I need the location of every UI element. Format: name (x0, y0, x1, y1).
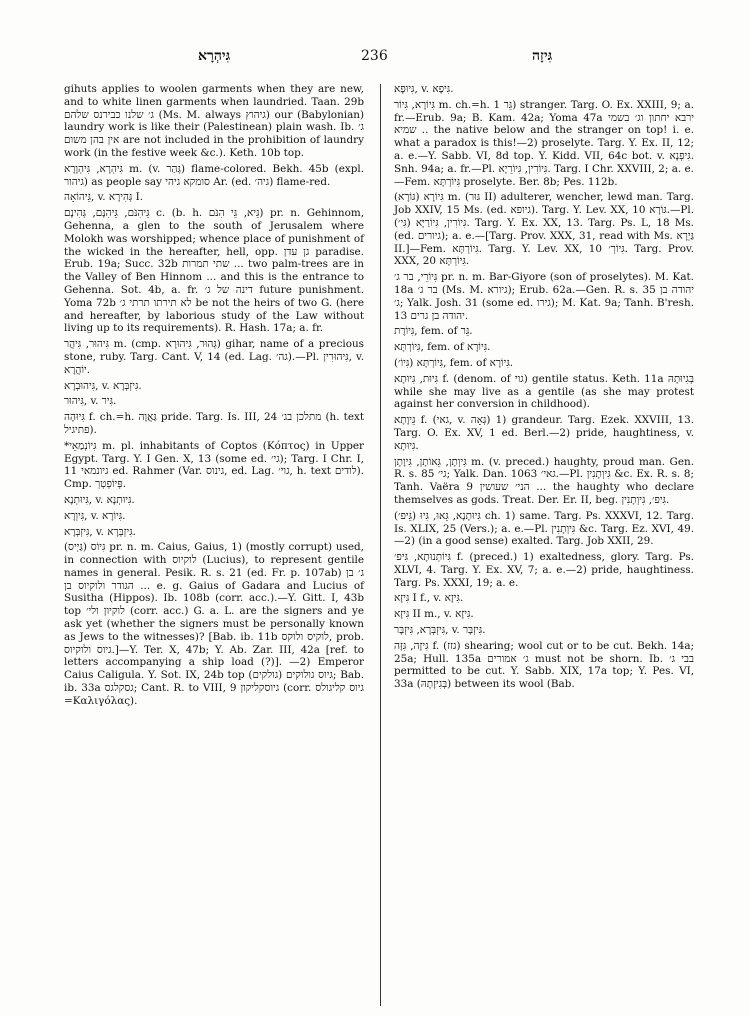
entry-giyoret: גִּיוֹרֶת, fem. of גֵּר. (394, 325, 473, 338)
entry-gehoah: גֵּיהוֹאָה, v. גְּהִירָא I. (64, 191, 144, 204)
entry-giyorta-2: גִּיוֹרְתָּא (גִּיוֹ׳), fem. of גִּיוֹרָא. (394, 356, 514, 369)
entry-giyonmai: *גִּיוֹנְמַאֵי m. pl. inhabitants of Coptos (Κόπτος) in Upper Egypt. Targ. Y. I Gen. X, 13 (some ed. גי׳); Targ. I Chr. I, 11 גיונמאי ed. Rahmer (Var. גינוס, ed. Lag. גוי׳, h. text לודים). Cmp. פְּיוֹפְטְרְ. (64, 439, 364, 491)
entry-giyora-adulterer: גִּיוֹרָא (גּוֹרָא) m. (גּוּר II) adulterer, wencher, lewd man. Targ. Job XXIV, 15 Ms. (ed. גיופא). Targ. Y. Lev. XX, 10 גּוֹרָא.—Pl. גִּיוֹרִין, גִּיוֹרַיָּא (גִּי׳). Targ. Y. Ex. XX, 13. Targ. Ps. L, 18 Ms. (ed. גיורים); a. e.—[Targ. Prov. XXX, 31, read with Ms. גַּיְרָא II.]—Fem. גִּיוֹרְתָּא. Targ. Y. Lev. XX, 10 גִּיוֹרְ׳. Targ. Prov. XXX, 20 גִּיוֹרְתָּא. (394, 191, 694, 268)
entry-givtan: גִּיוְתָן, גֵּאוֹתָן, גִּיוָתָן m. (v. preced.) haughty, proud man. Gen. R. s. 85 גי׳; Yalk. Dan. 1063 גאי׳.—Pl. גִּיוְתָנִין &c. Ex. R. s. 8; Tanh. Vaëra 9 הני׳ שעושין ... the haughty who declare themselves as gods. Treat. Der. Er. II, beg. גִּיפ׳, גִּיוְתָנִין. (394, 455, 694, 506)
entry-gizah: גִּיזָה, גִּזָּה f. (גזז) shearing; wool cut or to be cut. Bekh. 14a; 25a; Hull. 135a ג׳ אמורים must not be shorn. Ib. בבי ג׳ permitted to be cut. Y. Sabb. XIX, 17a top; Y. Pes. VI, 33a (בְּגִיזָתָהּ) between its wool (Bab. (394, 639, 695, 691)
entry-gihur-2: גִּיהוּר, v. גִּיר. (64, 395, 117, 408)
entry-continuation: gihuts applies to woolen garments when they are new, and to white linen garments when laundried. Taan. 29b ג׳ שלנו כבירנס שלהם (Ms. M. always גיהוץ) our (Babylonian) laundry work is like their (Palestinean) plain wash. Ib. ג׳ אין בהן משום are not included in the prohibition of laundry work (in the festive week &c.). Keth. 10b top. (64, 83, 365, 159)
left-column (64, 83, 364, 711)
entry-gihubra: גִּיהוּבְרָא, v. גִּיזְבְּרָא. (64, 379, 142, 392)
entry-bar-giyore: גִּיוֹרֵי, בר ג׳ pr. n. m. Bar-Giyore (son of proselytes). M. Kat. 18a בר ג׳ (Ms. M. גיורא); Erub. 62a.—Gen. R. s. 35 יהודה בן ג׳; Yalk. Josh. 31 (some ed. גירו); M. Kat. 9a; Tanh. B'resh. 13 יהודה בן גרים. (394, 271, 694, 322)
right-column (394, 83, 694, 694)
entry-geivata: גֵּיוָתָא f. (גאי, v. גְּאָה) 1) grandeur. Targ. Ezek. XXVIII, 13. Targ. O. Ex. XV, 1 ed. Berl.—2) pride, haughtiness, v. גִּיוּתָא. (394, 414, 695, 452)
entry-giutana: גִּיוּתָנָא, גֵּאוּ, גִּיוּ (גֵּיפ׳) ch. 1) same. Targ. Ps. XXXVI, 12. Targ. Is. XLIX, 25 (Vers.); a. e.—Pl. גִּיוְתָנִין &c. Targ. Ez. XVI, 49.—2) (in a good sense) exalted. Targ. Job XXII, 29. (394, 509, 695, 548)
entry-giyora-stranger: גִּיוֹרָא, גִּיוֹר m. ch.=h. גֵּר 1) stranger. Targ. O. Ex. XXIII, 9; a. fr.—Erub. 9a; B. Kam. 42a; Yoma 47a ירבא יחתון וג׳ בשמי שמיא .. the native below and the stranger on top! i. e. what a paradox is this!—2) proselyte. Targ. Y. Ex. II, 12; a. e.—Y. Sabb. VI, 8d top. Y. Kidd. VII, 64c bot. v. גִּיפְנָא. Snh. 94a; a. fr.—Pl. גִּיוֹרִין, גִּיוֹרֵיָא. Targ. I Chr. XXVIII, 2; a. e.—Fem. גִּיוֹרְתָּא proselyte. Ber. 8b; Pes. 112b. (394, 98, 694, 188)
entry-giza-2: גִּיזָא II m., v. גִּיזָא. (394, 608, 474, 621)
entry-gizbara-right: גִּיזְבְּרָא, גִּיזְבָּר, v. גִּיזְבָּר. (394, 624, 486, 637)
running-header (0, 48, 750, 72)
entry-gaius: גִּיוֹס (גַּיְיס) pr. n. m. Caius, Gaius, 1) (mostly corrupt) used, in connection with לוקיוס (Lucius), to represent gentile names in general. Pesik. R. s. 21 (ed. Fr. p. 107ab) ג׳ בן הגודר ולוקיוס בן ... e. g. Gaius of Gadara and Lucius of Susitha (Hippos). Ib. 108b (corr. acc.).—Y. Gitt. I, 43b top לוקיון ולי׳ (corr. acc.) G. a. L. are the signers and ye ask yet (whether the signers must be personally known as Jews to the witnesses)? [Bab. ib. 11b לוקיס ולוקס, prob. גיוס ולוקיוס.]—Y. Ter. X, 47b; Y. Ab. Zar. III, 42a [ref. to letters accompanying a ship load (?)]. —2) Emperor Caius Caligula. Y. Sot. IX, 24b top גיוס גולוקים (גולקים); Bab. ib. 33a גסקלגס; Cant. R. to VIII, 9 גיוסקליקון (corr. גיוס קליגולס =Καλιγόλας). (64, 541, 365, 707)
page-number: 236 (361, 48, 388, 64)
header-right-title: גִּיזָה (532, 48, 553, 64)
entry-giuhah: גִּיוּהָה f. ch.=h. גַּאֲוָה pride. Targ. Is. III, 24 מתלכן בג׳ (h. text פתיגיל). (64, 411, 365, 436)
entry-giura: גִּיוְרָא, v. גִּיוֹרָא. (64, 509, 126, 522)
entry-giyotnuta: גִּיוֹתְנוּתָא, גִּיפ׳ f. (preced.) 1) exaltedness, glory. Targ. Ps. XLVI, 4. Targ. Y. Ex. XV, 7; a. e.—2) pride, haughtiness. Targ. Ps. XXXI, 19; a. e. (394, 551, 694, 589)
entry-giut: גִּיוּת, גִּיוּתָא f. (denom. of גוי) gentile status. Keth. 11a בְּגִיוּתָהּ while she may live as a gentile (as she may protest against her conversion in childhood). (394, 372, 694, 411)
entry-gehinnom: גֵּיהִנֹּם, גֵּיהִנָּם, גְּהִינָם c. (b. h. גֵּיא, גֵּי הִנֹּם) pr. n. Gehinnom, Gehenna, a glen to the south of Jerusalem where Molokh was worshipped; whence place of punishment of the wicked in the hereafter, hell, opp. גן עדן paradise. Erub. 19a; Succ. 32b שתי תמרות ... two palm-trees are in the Valley of Ben Hinnom ... and this is the entrance to Gehenna. Sot. 4b, a. fr. דינה של ג׳ future punishment. Yoma 72b לא תירתו תרתי ג׳ be not the heirs of two G. (here and hereafter, by laborious study of the Law without living up to its requirements). R. Hash. 17a; a. fr. (64, 207, 365, 335)
entry-giherara: גִּיהְרָא, גִּיהְוָרָא m. (v. גְּהַר) flame-colored. Bekh. 45b (expl. גיהור) as people say סומקא גיהי Ar. (ed. גיה׳) flame-red. (64, 162, 364, 188)
header-left-title: גִּיהְרָא (198, 48, 231, 64)
entry-giufa: גִּיוּפָא, v. גִּיפָא. (394, 83, 454, 95)
entry-giutna: גִּיוּתְנָא, v. גִּיוּתְנָא. (64, 493, 135, 506)
column-divider (380, 84, 381, 1006)
entry-gizbara: גִּיזְבְּרָא, v. גִּיזְבְּרָא. (64, 525, 136, 538)
entry-gihur: גִּיהוּר, גִּיהֲר m. (cmp. גְּהוּר, גִּיהוּרָא) gihar, name of a precious stone, ruby. Targ. Cant. V, 14 (ed. Lag. גה׳).—Pl. גִּיהוּרִין, v. יוֹהֲרָא. (64, 338, 365, 376)
entry-giyorta: גִּיוֹרְתָּא, fem. of גִּיוֹרָא. (394, 341, 491, 354)
entry-giza-1: גִּיזָא I f., v. גִּיזָא. (394, 592, 464, 605)
